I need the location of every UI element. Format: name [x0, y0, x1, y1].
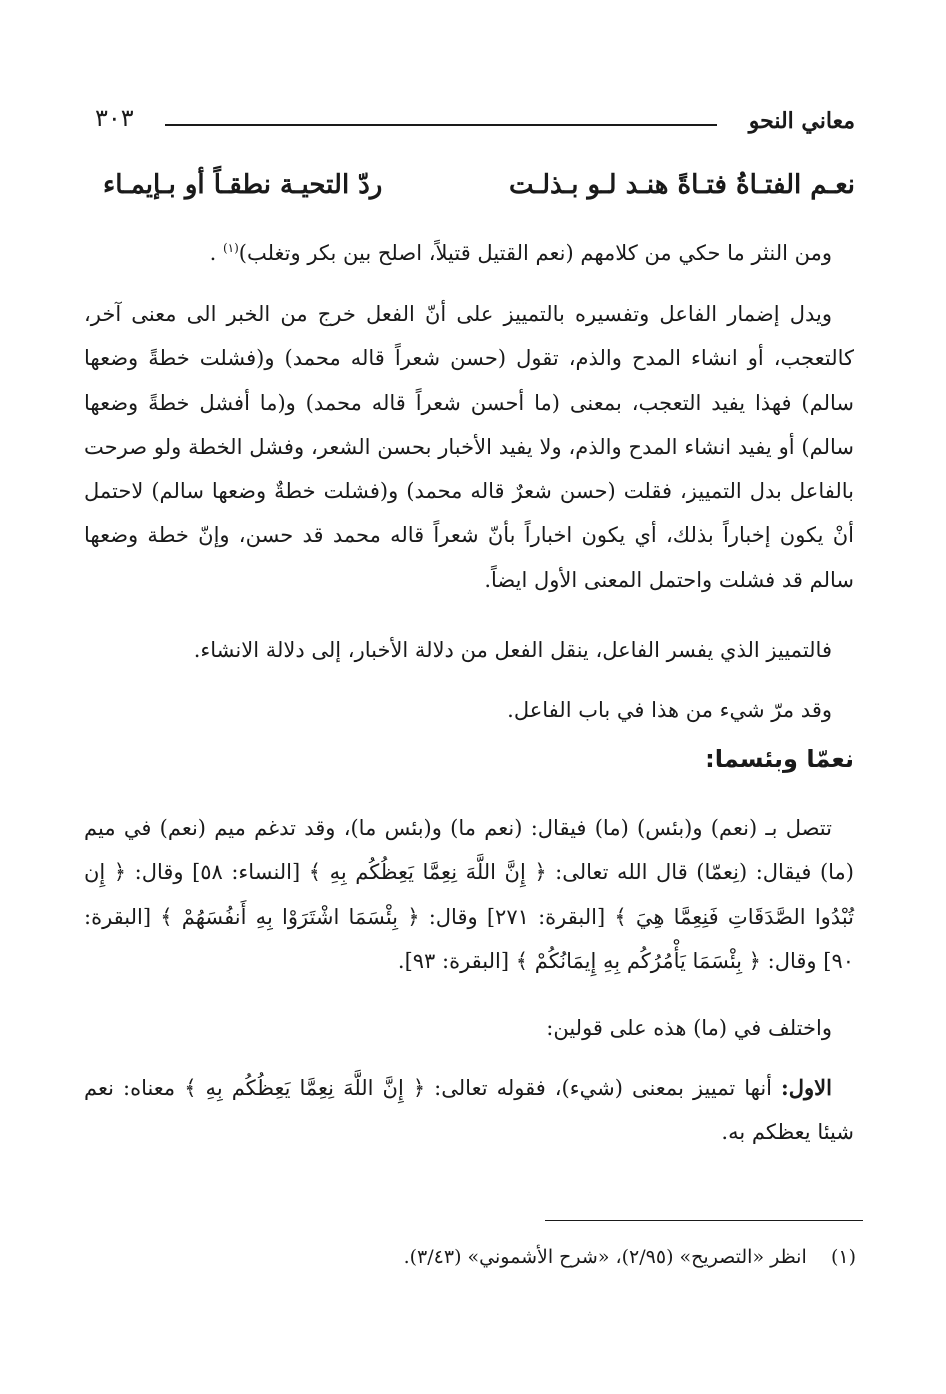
- footnote: [96, 1246, 856, 1268]
- paragraph-first-opinion: [84, 1066, 854, 1155]
- paragraph-tamyiz: فالتمييز الذي يفسر الفاعل، ينقل الفعل من دلالة الأخبار، إلى دلالة الانشاء.: [193, 638, 832, 662]
- header-rule: [165, 124, 717, 126]
- footnote-marker: (١): [222, 241, 239, 255]
- paragraph-reference: وقد مرّ شيء من هذا في باب الفاعل.: [507, 698, 832, 722]
- verse-hemistich-1: نعـم الفتـاةُ فتـاةً هنـد لـو بـذلـت: [508, 170, 855, 200]
- verse-hemistich-2: ردّ التحيـة نطقـاً أو بـإيمـاء: [103, 170, 383, 200]
- paragraph-explanation: ويدل إضمار الفاعل وتفسيره بالتمييز على أنّ الفعل خرج من الخبر الى معنى آخر، كالتعجب، أو انشاء المدح والذم، تقول (حسن شعراً قاله محمد) و(فشلت خطةً وضعها سالم) فهذا يفيد التعجب، بمعنى (ما أحسن شعراً قاله محمد) و(ما أفشل خطةً وضعها سالم) أو يفيد انشاء المدح والذم، ولا يفيد الأخبار بحسن الشعر، وفشل الخطة ولو صرحت بالفاعل بدل التمييز، فقلت (حسن شعرٌ قاله محمد) و(فشلت خطةٌ وضعها سالم) لاحتمل أنْ يكون إخباراً بذلك، أي يكون اخباراً بأنّ شعراً قاله محمد قد حسن، وإنّ خطة وضعها سالم قد فشلت واحتمل المعنى الأول ايضاً.: [84, 302, 854, 592]
- paragraph-end: .: [209, 241, 217, 265]
- opinion-text: أنها تمييز بمعنى (شيء)، فقوله تعالى: ﴿ إِنَّ اللَّهَ نِعِمَّا يَعِظُكُم بِهِ ﴾ معناه: نعم شيئا يعظكم به.: [84, 1076, 854, 1145]
- poetry-verse: [95, 170, 855, 210]
- paragraph-text: ومن النثر ما حكي من كلامهم (نعم القتيل قتيلاً، اصلح بين بكر وتغلب): [238, 241, 832, 265]
- page-header: [95, 100, 855, 140]
- footnote-text: انظر «التصريح» (٢/٩٥)، «شرح الأشموني» (٣/٤٣).: [403, 1246, 807, 1268]
- paragraph-disagreement: واختلف في (ما) هذه على قولين:: [546, 1016, 832, 1040]
- paragraph-prose-example: [84, 226, 854, 275]
- paragraph-nima-bisama: تتصل بـ (نعم) و(بئس) (ما) فيقال: (نعم ما) و(بئس ما)، وقد تدغم ميم (نعم) في ميم (ما) فيقال: (نِعمّا) قال الله تعالى: ﴿ إِنَّ اللَّهَ نِعِمَّا يَعِظُكُم بِهِ ﴾ [النساء: ٥٨] وقال: ﴿ إِن تُبْدُوا الصَّدَقَاتِ فَنِعِمَّا هِيَ ﴾ [البقرة: ٢٧١] وقال: ﴿ بِئْسَمَا اشْتَرَوْا بِهِ أَنفُسَهُمْ ﴾ [البقرة: ٩٠] وقال: ﴿ بِئْسَمَا يَأْمُرُكُم بِهِ إِيمَانُكُمْ ﴾ [البقرة: ٩٣].: [84, 816, 854, 973]
- footnote-rule: [545, 1220, 863, 1221]
- footnote-number: (١): [830, 1246, 856, 1268]
- running-title: معاني النحو: [748, 108, 855, 134]
- page-number: ٣٠٣: [95, 104, 134, 132]
- section-heading: نعمّا وبئسما:: [705, 745, 854, 773]
- opinion-label: الاول:: [781, 1075, 832, 1100]
